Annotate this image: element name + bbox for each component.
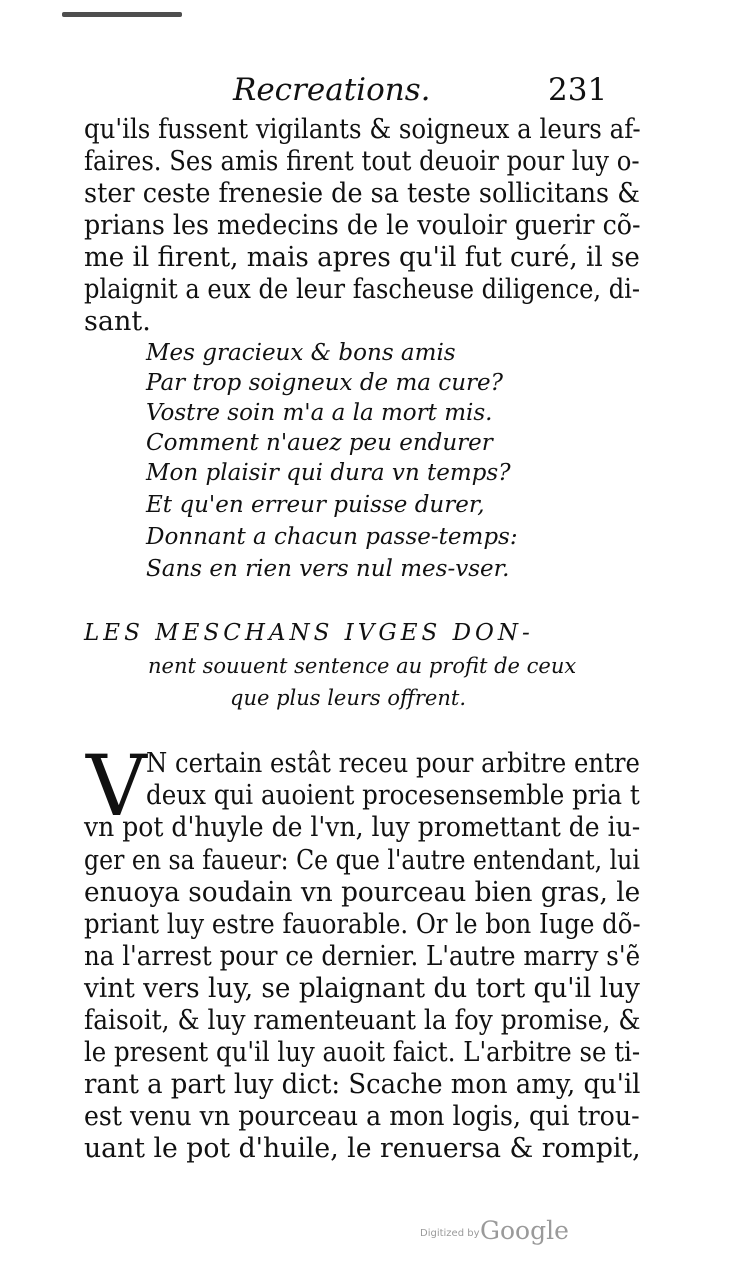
running-head — [0, 72, 733, 112]
body-line: plaignit a eux de leur fascheuse diligence, di- — [84, 274, 641, 305]
section-heading-sub: nent souuent sentence au profit de ceux — [148, 654, 577, 678]
page-edge-mark — [62, 12, 182, 17]
digitized-label: Digitized by — [420, 1228, 480, 1239]
body-line: le present qu'il luy auoit faict. L'arbitre se ti- — [84, 1037, 641, 1068]
verse-line: Mes gracieux & bons amis — [146, 340, 456, 366]
body-line: N certain estât receu pour arbitre entre — [146, 748, 640, 779]
verse-line: Mon plaisir qui dura vn temps? — [146, 460, 511, 486]
body-line: na l'arrest pour ce dernier. L'autre marry s'ẽ — [84, 941, 641, 972]
google-logo: Google — [480, 1216, 569, 1245]
body-line: ster ceste frenesie de sa teste sollicitans & — [84, 178, 640, 209]
body-line: vn pot d'huyle de l'vn, luy promettant de iu- — [84, 812, 641, 843]
verse-line: Et qu'en erreur puisse durer, — [146, 492, 485, 518]
drop-cap: V — [86, 737, 147, 835]
body-line: ger en sa faueur: Ce que l'autre entendant, lui — [84, 845, 640, 876]
body-line: sant. — [84, 306, 151, 337]
body-line: faisoit, & luy ramenteuant la foy promise, & — [84, 1005, 641, 1036]
verse-line: Donnant a chacun passe-temps: — [146, 524, 518, 550]
verse-line: Comment n'auez peu endurer — [146, 430, 493, 456]
body-line: faires. Ses amis firent tout deuoir pour luy o- — [84, 146, 640, 177]
running-head-title: Recreations. — [233, 72, 431, 108]
body-line: deux qui auoient procesensemble pria t — [146, 780, 640, 811]
body-line: uant le pot d'huile, le renuersa & rompit, — [84, 1133, 641, 1164]
body-line: priant luy estre fauorable. Or le bon Iuge dõ- — [84, 909, 641, 940]
body-line: enuoya soudain vn pourceau bien gras, le — [84, 877, 641, 908]
body-line: rant a part luy dict: Scache mon amy, qu'il — [84, 1069, 641, 1100]
section-heading: LES MESCHANS IVGES DON- — [84, 620, 534, 646]
section-heading-sub: que plus leurs offrent. — [230, 686, 466, 710]
verse-line: Sans en rien vers nul mes-vser. — [146, 556, 510, 582]
body-line: qu'ils fussent vigilants & soigneux a leurs af- — [84, 114, 641, 145]
page-number: 231 — [548, 72, 608, 108]
body-line: prians les medecins de le vouloir guerir cõ- — [84, 210, 641, 241]
body-line: est venu vn pourceau a mon logis, qui trou- — [84, 1101, 640, 1132]
body-line: vint vers luy, se plaignant du tort qu'il luy — [84, 973, 640, 1004]
body-line: me il firent, mais apres qu'il fut curé, il se — [84, 242, 640, 273]
verse-line: Vostre soin m'a a la mort mis. — [146, 400, 493, 426]
verse-line: Par trop soigneux de ma cure? — [146, 370, 503, 396]
digitized-footer — [420, 1216, 620, 1250]
